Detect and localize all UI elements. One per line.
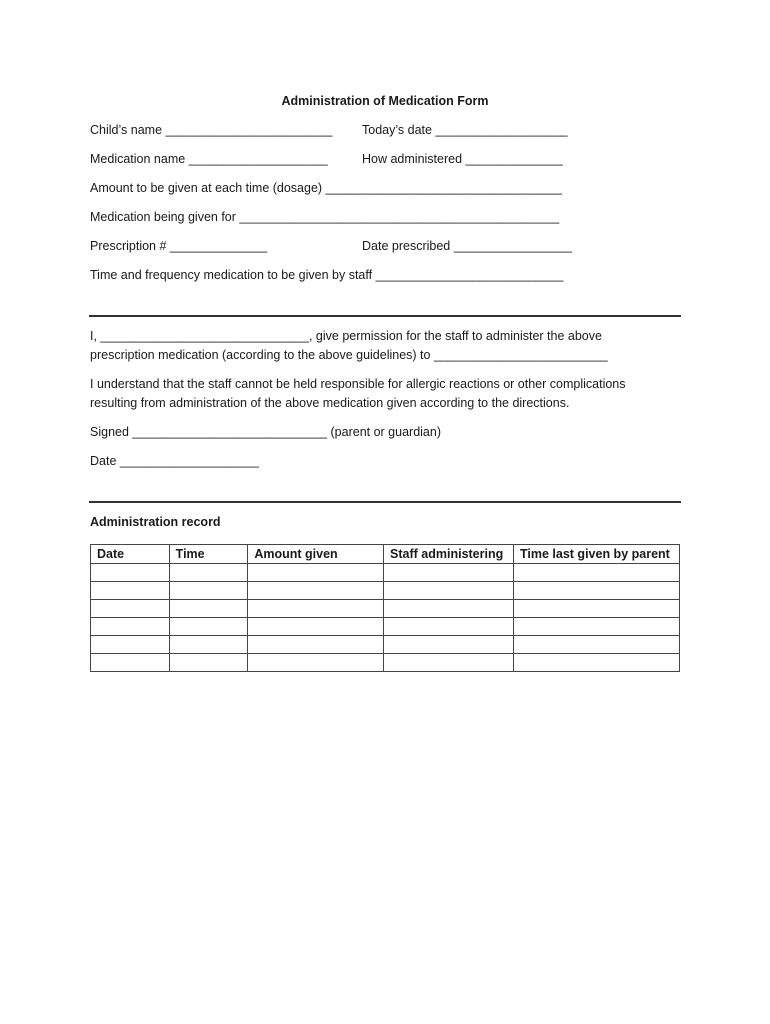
table-cell[interactable] bbox=[514, 600, 680, 618]
record-heading: Administration record bbox=[90, 515, 221, 529]
table-row bbox=[91, 636, 680, 654]
table-cell[interactable] bbox=[248, 654, 384, 672]
column-header-staff-administering: Staff administering bbox=[384, 545, 514, 564]
table-cell[interactable] bbox=[384, 618, 514, 636]
consent-child-line[interactable]: prescription medication (according to the above guidelines) to _________________________ bbox=[90, 348, 608, 362]
table-cell[interactable] bbox=[91, 636, 170, 654]
table-cell[interactable] bbox=[514, 654, 680, 672]
table-cell[interactable] bbox=[248, 636, 384, 654]
prescription-number-field[interactable]: Prescription # ______________ bbox=[90, 239, 268, 253]
medication-name-field[interactable]: Medication name ____________________ bbox=[90, 152, 328, 166]
table-row bbox=[91, 582, 680, 600]
table-cell[interactable] bbox=[514, 618, 680, 636]
liability-statement-line2: resulting from administration of the above medication given according to the directions. bbox=[90, 396, 570, 410]
form-title: Administration of Medication Form bbox=[281, 94, 489, 108]
table-cell[interactable] bbox=[384, 654, 514, 672]
section-divider-1 bbox=[89, 315, 681, 317]
table-cell[interactable] bbox=[248, 600, 384, 618]
date-prescribed-field[interactable]: Date prescribed _________________ bbox=[362, 239, 572, 253]
column-header-time-last-given: Time last given by parent bbox=[514, 545, 680, 564]
signature-field[interactable]: Signed ____________________________ (parent or guardian) bbox=[90, 425, 442, 439]
column-header-amount-given: Amount given bbox=[248, 545, 384, 564]
table-cell[interactable] bbox=[91, 600, 170, 618]
table-row bbox=[91, 618, 680, 636]
table-cell[interactable] bbox=[169, 636, 248, 654]
childs-name-field[interactable]: Child’s name ________________________ bbox=[90, 123, 333, 137]
table-cell[interactable] bbox=[248, 564, 384, 582]
how-administered-field[interactable]: How administered ______________ bbox=[362, 152, 563, 166]
table-cell[interactable] bbox=[169, 654, 248, 672]
dosage-field[interactable]: Amount to be given at each time (dosage) __________________________________ bbox=[90, 181, 562, 195]
consent-date-field[interactable]: Date ____________________ bbox=[90, 454, 259, 468]
record-header-row bbox=[91, 545, 680, 564]
table-row bbox=[91, 600, 680, 618]
table-cell[interactable] bbox=[169, 582, 248, 600]
table-cell[interactable] bbox=[91, 582, 170, 600]
table-cell[interactable] bbox=[514, 636, 680, 654]
column-header-time: Time bbox=[169, 545, 248, 564]
table-cell[interactable] bbox=[248, 582, 384, 600]
table-cell[interactable] bbox=[384, 582, 514, 600]
table-row bbox=[91, 654, 680, 672]
table-cell[interactable] bbox=[384, 636, 514, 654]
table-cell[interactable] bbox=[514, 564, 680, 582]
table-cell[interactable] bbox=[514, 582, 680, 600]
section-divider-2 bbox=[89, 501, 681, 503]
medication-for-field[interactable]: Medication being given for ______________________________________________ bbox=[90, 210, 560, 224]
todays-date-field[interactable]: Today’s date ___________________ bbox=[362, 123, 568, 137]
administration-record-table bbox=[90, 544, 680, 672]
consent-permission-line[interactable]: I, ______________________________, give permission for the staff to administer the above bbox=[90, 329, 602, 343]
table-cell[interactable] bbox=[91, 618, 170, 636]
table-cell[interactable] bbox=[248, 618, 384, 636]
table-cell[interactable] bbox=[91, 654, 170, 672]
table-cell[interactable] bbox=[169, 600, 248, 618]
liability-statement-line1: I understand that the staff cannot be held responsible for allergic reactions or other complications bbox=[90, 377, 626, 391]
table-cell[interactable] bbox=[384, 600, 514, 618]
table-cell[interactable] bbox=[169, 618, 248, 636]
table-cell[interactable] bbox=[169, 564, 248, 582]
time-frequency-field[interactable]: Time and frequency medication to be given by staff ___________________________ bbox=[90, 268, 564, 282]
column-header-date: Date bbox=[91, 545, 170, 564]
table-cell[interactable] bbox=[384, 564, 514, 582]
table-cell[interactable] bbox=[91, 564, 170, 582]
table-row bbox=[91, 564, 680, 582]
